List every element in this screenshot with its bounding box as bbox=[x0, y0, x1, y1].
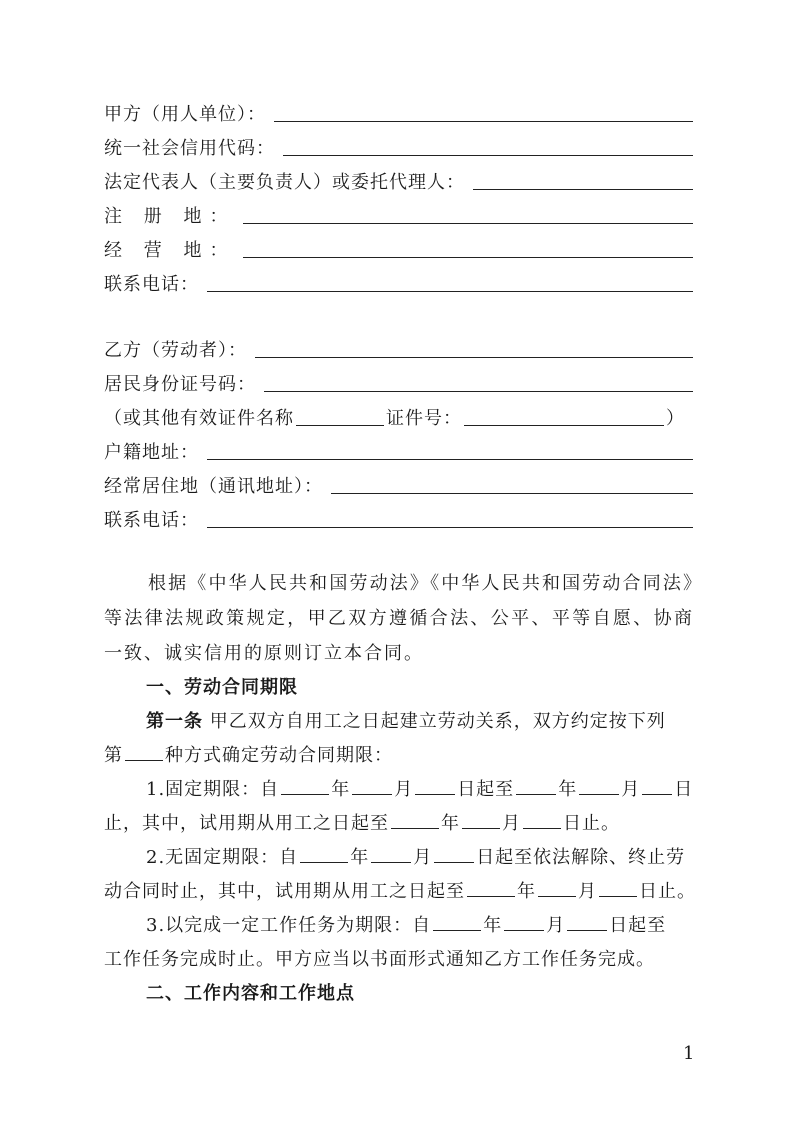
party-b-name-field[interactable] bbox=[255, 356, 693, 358]
party-b-other-id-name-field[interactable] bbox=[296, 424, 384, 426]
party-b-residence-label: 经常居住地（通讯地址）： bbox=[104, 476, 323, 497]
party-b-name-label: 乙方（劳动者）： bbox=[104, 340, 247, 361]
item-2-month-label: 月 bbox=[413, 847, 433, 868]
party-a-biz-addr-label: 经 营 地： bbox=[104, 240, 236, 261]
item-3-from-day-blank[interactable] bbox=[567, 929, 607, 931]
item-3-start: 3.以完成一定工作任务为期限：自 bbox=[146, 915, 432, 936]
term-type-blank[interactable] bbox=[125, 759, 163, 761]
party-a-reg-addr-label: 注 册 地： bbox=[104, 206, 236, 227]
item-1-from-month-blank[interactable] bbox=[352, 793, 392, 795]
item-2-from-day-blank[interactable] bbox=[434, 861, 474, 863]
party-b-household-field[interactable] bbox=[207, 458, 693, 460]
item-1-probation-text: 止，其中，试用期从用工之日起至 bbox=[104, 813, 389, 834]
party-a-biz-addr-row bbox=[104, 236, 693, 262]
party-a-reg-addr-row bbox=[104, 202, 693, 228]
page-number: 1 bbox=[683, 1043, 695, 1064]
item-2-tail: 日起至依法解除、终止劳 bbox=[476, 847, 686, 868]
article-1-text-2b: 种方式确定劳动合同期限： bbox=[165, 745, 393, 766]
party-b-name-row bbox=[104, 336, 693, 362]
party-a-credit-code-row bbox=[104, 134, 693, 160]
party-b-phone-label: 联系电话： bbox=[104, 510, 199, 531]
party-b-residence-field[interactable] bbox=[331, 492, 693, 494]
item-1-to-month-blank[interactable] bbox=[579, 793, 619, 795]
item-3-month-label: 月 bbox=[546, 915, 566, 936]
item-2-line-2 bbox=[104, 877, 696, 903]
party-b-household-label: 户籍地址： bbox=[104, 442, 199, 463]
party-b-other-id-no-field[interactable] bbox=[464, 424, 664, 426]
item-3-line-1 bbox=[146, 911, 693, 937]
party-a-phone-row bbox=[104, 270, 693, 296]
party-a-credit-code-label: 统一社会信用代码： bbox=[104, 138, 275, 159]
party-b-id-row bbox=[104, 370, 693, 396]
party-a-name-row bbox=[104, 100, 693, 126]
party-b-phone-row bbox=[104, 506, 693, 532]
section-2-title: 二、工作内容和工作地点 bbox=[146, 983, 355, 1004]
article-1-line-1 bbox=[146, 707, 693, 733]
item-2-probation-end: 日止。 bbox=[639, 881, 696, 902]
article-1-text-2a: 第 bbox=[104, 745, 123, 766]
item-1-to-year-label: 年 bbox=[558, 779, 578, 800]
item-2-start: 2.无固定期限：自 bbox=[146, 847, 299, 868]
item-1-month-label: 月 bbox=[394, 779, 414, 800]
article-1-line-2 bbox=[104, 741, 693, 767]
intro-paragraph: 根据《中华人民共和国劳动法》《中华人民共和国劳动合同法》等法律法规政策规定，甲乙双方遵循合法、公平、平等自愿、协商一致、诚实信用的原则订立本合同。 bbox=[104, 573, 694, 664]
item-1-from-day-blank[interactable] bbox=[415, 793, 455, 795]
item-2-from-month-blank[interactable] bbox=[371, 861, 411, 863]
item-1-probation-end: 日止。 bbox=[563, 813, 620, 834]
item-1-day-end: 日 bbox=[674, 779, 694, 800]
item-2-year-label: 年 bbox=[350, 847, 370, 868]
party-a-phone-label: 联系电话： bbox=[104, 274, 199, 295]
item-1-to-day-blank[interactable] bbox=[642, 793, 672, 795]
party-b-household-row bbox=[104, 438, 693, 464]
party-b-other-id-label: （或其他有效证件名称 bbox=[104, 408, 294, 429]
item-3-line-2: 工作任务完成时止。甲方应当以书面形式通知乙方工作任务完成。 bbox=[104, 949, 655, 970]
item-2-line-1 bbox=[146, 843, 693, 869]
article-1-label: 第一条 bbox=[146, 711, 203, 732]
item-3-from-month-blank[interactable] bbox=[504, 929, 544, 931]
party-a-rep-row bbox=[104, 168, 693, 194]
party-b-other-id-row bbox=[104, 404, 693, 430]
party-b-id-field[interactable] bbox=[264, 390, 693, 392]
item-1-probation-year-blank[interactable] bbox=[391, 827, 439, 829]
item-2-probation-year-label: 年 bbox=[517, 881, 536, 902]
item-2-probation-text: 动合同时止，其中，试用期从用工之日起至 bbox=[104, 881, 465, 902]
item-1-probation-month-label: 月 bbox=[502, 813, 521, 834]
item-2-probation-month-blank[interactable] bbox=[538, 895, 576, 897]
party-a-phone-field[interactable] bbox=[207, 290, 693, 292]
item-1-probation-month-blank[interactable] bbox=[462, 827, 500, 829]
item-2-probation-month-label: 月 bbox=[578, 881, 597, 902]
party-a-rep-field[interactable] bbox=[473, 188, 693, 190]
party-b-id-label: 居民身份证号码： bbox=[104, 374, 256, 395]
item-1-year-label: 年 bbox=[331, 779, 351, 800]
article-1-text-1: 甲乙双方自用工之日起建立劳动关系，双方约定按下列 bbox=[209, 711, 666, 732]
party-a-rep-label: 法定代表人（主要负责人）或委托代理人： bbox=[104, 172, 465, 193]
item-3-year-label: 年 bbox=[483, 915, 503, 936]
party-a-reg-addr-field[interactable] bbox=[243, 222, 693, 224]
item-1-line-1 bbox=[146, 775, 693, 801]
item-2-from-year-blank[interactable] bbox=[300, 861, 348, 863]
party-a-biz-addr-field[interactable] bbox=[243, 256, 693, 258]
item-3-from-year-blank[interactable] bbox=[433, 929, 481, 931]
item-1-to-year-blank[interactable] bbox=[516, 793, 556, 795]
party-a-name-label: 甲方（用人单位）： bbox=[104, 104, 266, 125]
item-3-tail: 日起至 bbox=[609, 915, 667, 936]
item-1-to-month-label: 月 bbox=[621, 779, 641, 800]
item-1-from-label: 日起至 bbox=[457, 779, 515, 800]
party-b-residence-row bbox=[104, 472, 693, 498]
party-b-other-id-close: ） bbox=[666, 408, 685, 429]
item-1-start: 1.固定期限：自 bbox=[146, 779, 280, 800]
item-1-probation-day-blank[interactable] bbox=[523, 827, 561, 829]
item-2-probation-day-blank[interactable] bbox=[599, 895, 637, 897]
item-1-from-year-blank[interactable] bbox=[281, 793, 329, 795]
party-a-name-field[interactable] bbox=[274, 120, 693, 122]
item-2-probation-year-blank[interactable] bbox=[467, 895, 515, 897]
section-1-title: 一、劳动合同期限 bbox=[146, 677, 298, 698]
party-b-phone-field[interactable] bbox=[207, 526, 693, 528]
item-1-line-2 bbox=[104, 809, 693, 835]
party-a-credit-code-field[interactable] bbox=[283, 154, 693, 156]
item-1-probation-year-label: 年 bbox=[441, 813, 460, 834]
party-b-other-id-no-label: 证件号： bbox=[386, 408, 462, 429]
